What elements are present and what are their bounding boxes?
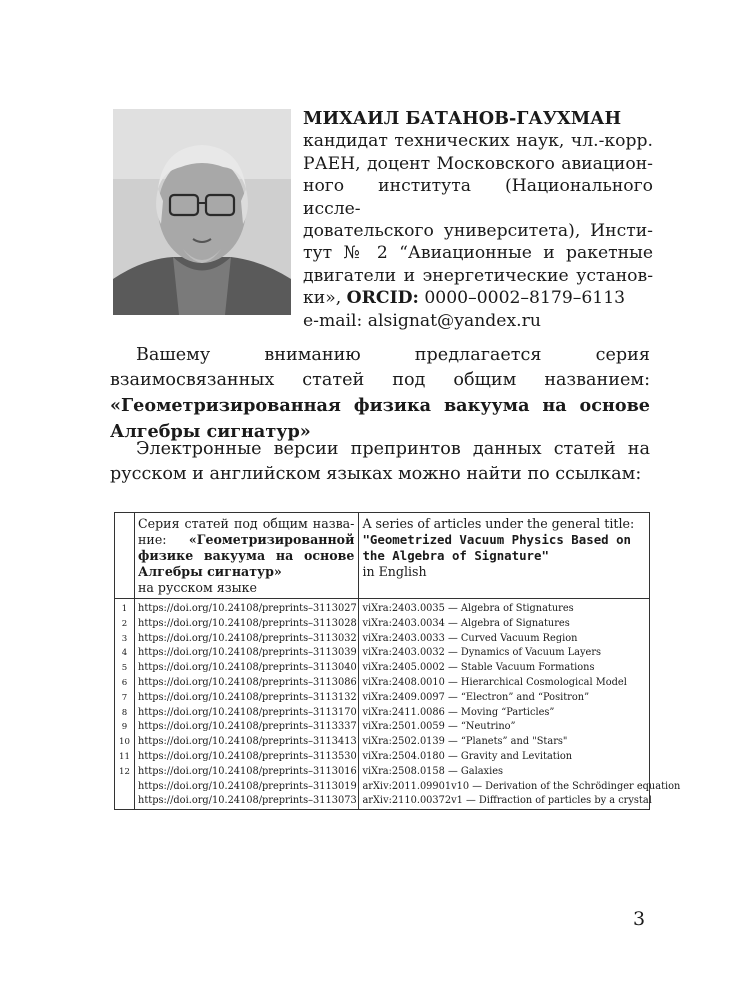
author-bio-tail: ки», <box>303 288 342 309</box>
row-number <box>115 794 134 809</box>
intro-paragraph <box>110 343 650 445</box>
header-ru-prefix: Серия статей под общим назва-ние: <box>138 516 355 547</box>
en-preprint-link[interactable]: viXra:2405.0002 — Stable Vacuum Formations <box>362 662 595 674</box>
ru-preprint-link[interactable]: https://doi.org/10.24108/preprints–3113170 <box>138 706 357 718</box>
author-bio-line: двигатели и энергетические установ- <box>303 265 653 286</box>
links-intro-text: Электронные версии препринтов данных статей на русском и английском языках можно найти по ссылкам: <box>110 439 650 484</box>
en-preprint-link[interactable]: viXra:2501.0059 — “Neutrino” <box>362 721 516 733</box>
en-preprint-link[interactable]: viXra:2504.0180 — Gravity and Levitation <box>362 750 573 762</box>
ru-preprint-link[interactable]: https://doi.org/10.24108/preprints–3113337 <box>138 721 357 733</box>
en-preprint-link[interactable]: viXra:2502.0139 — “Planets” and "Stars" <box>362 736 568 748</box>
ru-preprint-link[interactable]: https://doi.org/10.24108/preprints–3113413 <box>138 736 357 748</box>
header-en-suffix: in English <box>362 564 427 579</box>
page-number: 3 <box>633 908 646 930</box>
row-number: 1 <box>121 604 128 614</box>
en-preprint-link[interactable]: arXiv:2011.09901v10 — Derivation of the Schrödinger equation <box>362 780 681 792</box>
en-preprint-link[interactable]: viXra:2409.0097 — “Electron” and “Positron” <box>362 691 590 703</box>
row-number: 3 <box>121 633 128 644</box>
header-en-cell <box>359 513 650 599</box>
author-name: МИХАИЛ БАТАНОВ-ГАУХМАН <box>303 108 622 129</box>
row-number: 2 <box>121 618 128 629</box>
ru-preprint-link[interactable]: https://doi.org/10.24108/preprints–3113028 <box>138 617 357 629</box>
links-intro-paragraph <box>110 437 650 487</box>
row-number <box>115 780 134 795</box>
author-bio-line: РАЕН, доцент Московского авиацион- <box>303 153 653 174</box>
ru-preprint-link[interactable]: https://doi.org/10.24108/preprints–3113032 <box>138 632 357 644</box>
series-title: «Геометризированная физика вакуума на основе Алгебры сигнатур» <box>110 395 650 442</box>
row-number: 10 <box>119 737 130 748</box>
author-bio-line: кандидат технических наук, чл.-корр. <box>303 131 653 152</box>
author-email[interactable]: e-mail: alsignat@yandex.ru <box>303 310 541 331</box>
ru-preprint-link[interactable]: https://doi.org/10.24108/preprints–3113016 <box>138 765 357 777</box>
ru-links-cell <box>135 599 359 810</box>
ru-preprint-link[interactable]: https://doi.org/10.24108/preprints–3113086 <box>138 676 357 688</box>
author-orcid-line <box>303 287 653 309</box>
author-bio-line: тут № 2 “Авиационные и ракетные <box>303 243 653 264</box>
orcid-label: ORCID: <box>346 288 419 309</box>
intro-text: Вашему вниманию предлагается серия взаимосвязанных статей под общим названием: <box>110 345 650 390</box>
header-num-cell <box>115 513 135 599</box>
preprints-table <box>114 512 681 810</box>
row-number: 11 <box>119 751 130 762</box>
header-ru-cell <box>135 513 359 599</box>
author-bio-line: ного института (Национального иссле- <box>303 176 653 219</box>
en-links-cell <box>359 599 681 810</box>
row-number: 8 <box>121 707 128 718</box>
header-ru-suffix: на русском языке <box>138 580 257 595</box>
en-preprint-link[interactable]: arXiv:2110.00372v1 — Diffraction of particles by a crystal <box>362 795 652 807</box>
row-number: 5 <box>121 663 128 674</box>
author-block <box>303 108 653 332</box>
table-header-row <box>115 513 650 599</box>
orcid-value[interactable]: 0000–0002–8179–6113 <box>424 288 626 309</box>
ru-preprint-link[interactable]: https://doi.org/10.24108/preprints–3113073 <box>138 795 357 807</box>
row-number: 7 <box>121 692 128 703</box>
ru-preprint-link[interactable]: https://doi.org/10.24108/preprints–3113530 <box>138 750 357 762</box>
en-preprint-link[interactable]: viXra:2408.0010 — Hierarchical Cosmological Model <box>362 676 627 688</box>
author-photo <box>113 109 291 315</box>
table-body-row <box>115 599 650 810</box>
ru-preprint-link[interactable]: https://doi.org/10.24108/preprints–3113039 <box>138 647 357 659</box>
row-numbers-cell <box>115 599 135 810</box>
row-number: 6 <box>121 677 128 688</box>
header-ru-title: «Геометризированной физике вакуума на основе Алгебры сигнатур» <box>138 532 355 579</box>
ru-preprint-link[interactable]: https://doi.org/10.24108/preprints–3113027 <box>138 603 357 614</box>
ru-preprint-link[interactable]: https://doi.org/10.24108/preprints–3113132 <box>138 691 357 703</box>
ru-preprint-link[interactable]: https://doi.org/10.24108/preprints–3113019 <box>138 780 357 792</box>
author-bio <box>303 130 653 332</box>
row-number: 12 <box>119 766 130 777</box>
header-en-title: "Geometrized Vacuum Physics Based on the Algebra of Signature" <box>362 532 631 563</box>
en-preprint-link[interactable]: viXra:2403.0034 — Algebra of Signatures <box>362 617 570 629</box>
row-number: 9 <box>121 722 128 733</box>
author-bio-line: довательского университета), Инсти- <box>303 221 653 242</box>
en-preprint-link[interactable]: viXra:2411.0086 — Moving “Particles” <box>362 706 555 718</box>
en-preprint-link[interactable]: viXra:2403.0033 — Curved Vacuum Region <box>362 632 578 644</box>
row-number: 4 <box>121 648 128 659</box>
en-preprint-link[interactable]: viXra:2508.0158 — Galaxies <box>362 765 504 777</box>
header-en-prefix: A series of articles under the general title: <box>362 516 635 531</box>
author-portrait-image <box>113 109 291 315</box>
en-preprint-link[interactable]: viXra:2403.0035 — Algebra of Stignatures <box>362 603 574 614</box>
ru-preprint-link[interactable]: https://doi.org/10.24108/preprints–3113040 <box>138 662 357 674</box>
en-preprint-link[interactable]: viXra:2403.0032 — Dynamics of Vacuum Layers <box>362 647 602 659</box>
